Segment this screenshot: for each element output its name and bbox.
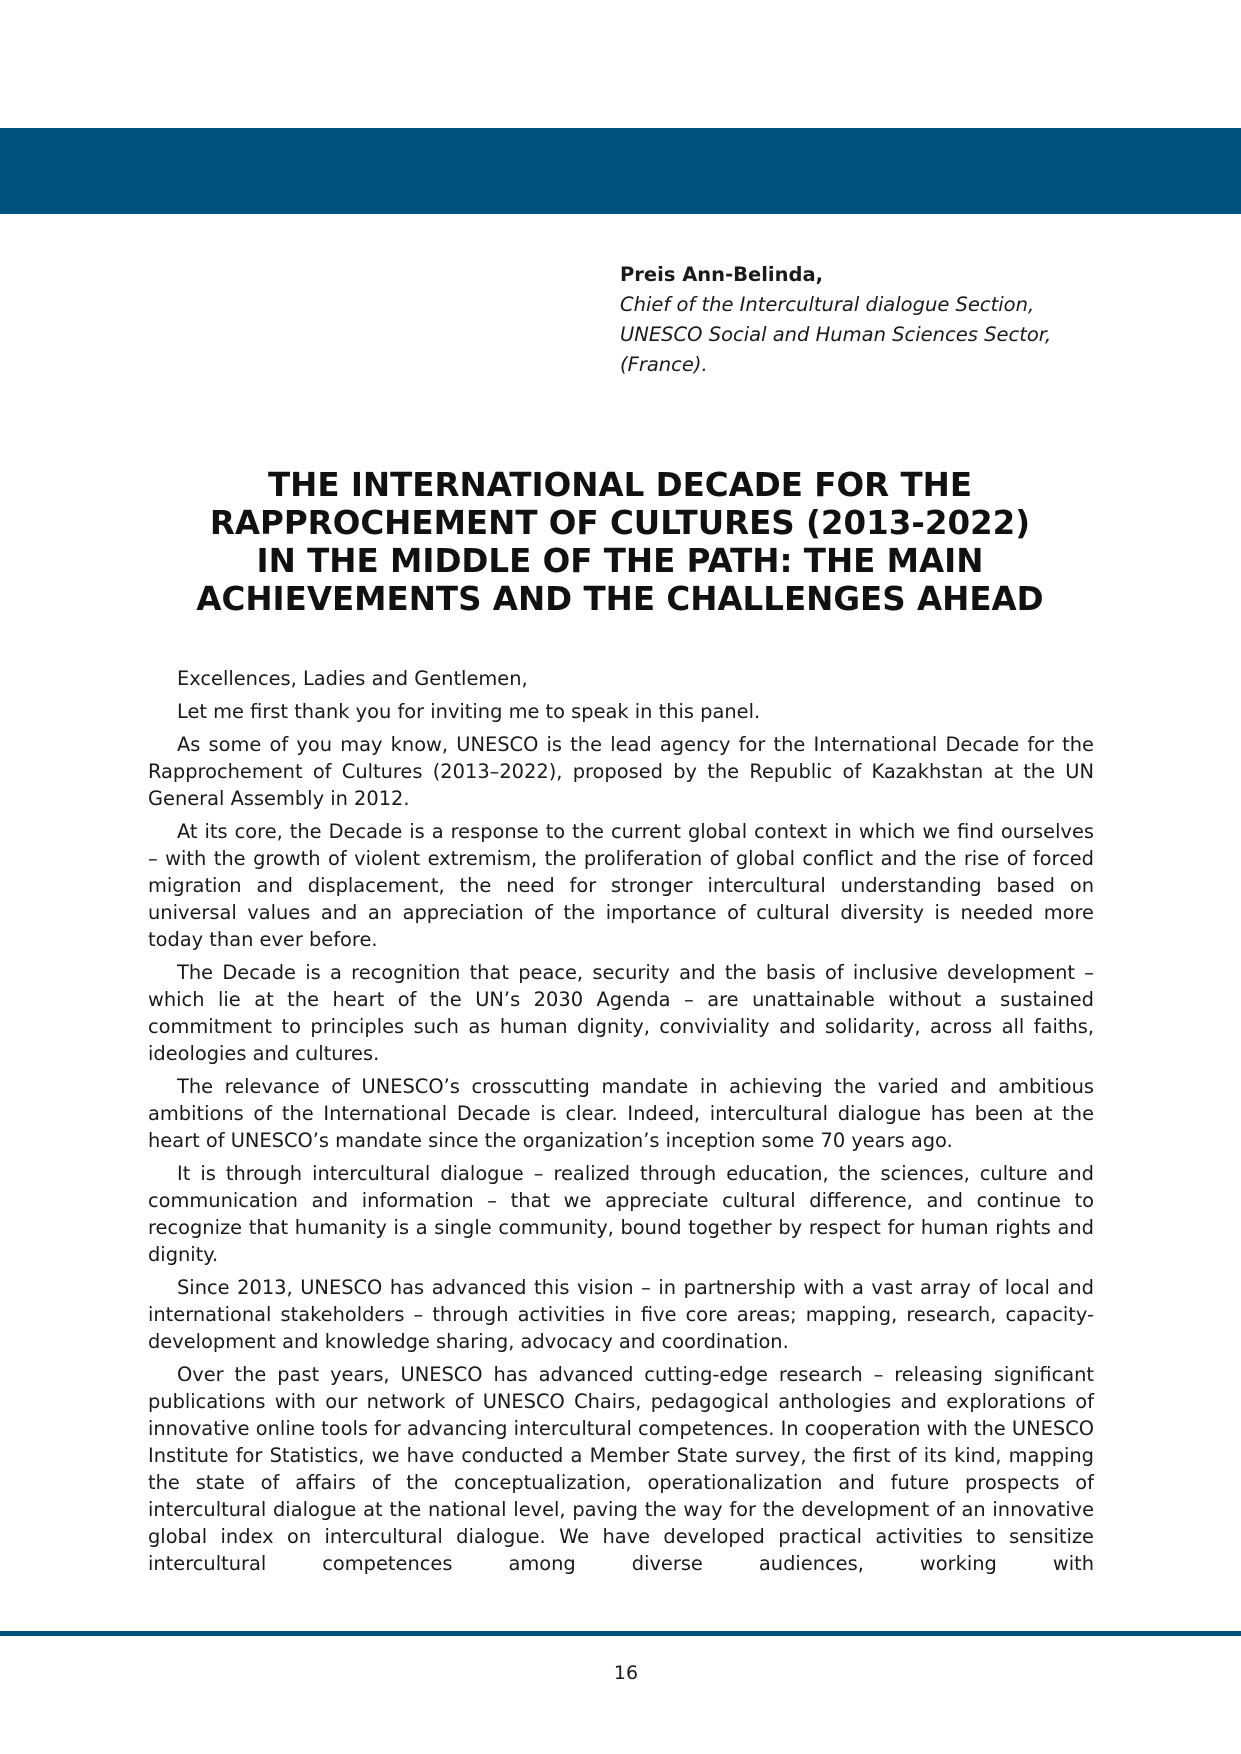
paragraph: The relevance of UNESCO’s crosscutting mandate in achieving the varied and ambitious ambitions of the International Decade is clear. Indeed, intercultural dialogue has been at the heart of UNESCO’s mandate since the organization’s inception some 70 years ago. — [148, 1075, 1094, 1152]
footer-rule — [0, 1631, 1241, 1636]
author-organization: UNESCO Social and Human Sciences Sector, — [620, 323, 1052, 346]
article-title — [130, 466, 1110, 618]
paragraph: The Decade is a recognition that peace, security and the basis of inclusive development – which lie at the heart of the UN’s 2030 Agenda – are unattainable without a sustained commitment to principles such as human dignity, conviviality and solidarity, across all faiths, ideologies and cultures. — [148, 961, 1094, 1065]
article-body — [148, 665, 1094, 1583]
paragraph: Excellences, Ladies and Gentlemen, — [177, 667, 528, 690]
page-number: 16 — [613, 1662, 639, 1684]
title-line: RAPPROCHEMENT OF CULTURES (2013-2022) — [209, 504, 1031, 542]
paragraph: As some of you may know, UNESCO is the lead agency for the International Decade for the Rapprochement of Cultures (2013–2022), proposed by the Republic of Kazakhstan at the UN General Assembly in 2012. — [148, 733, 1094, 810]
header-band — [0, 128, 1241, 214]
paragraph: Over the past years, UNESCO has advanced cutting-edge research – releasing significant publications with our network of UNESCO Chairs, pedagogical anthologies and explorations of innovative online tools for advancing intercultural competences. In cooperation with the UNESCO Institute for Statistics, we have conducted a Member State survey, the first of its kind, mapping the state of affairs of the conceptualization, operationalization and future prospects of intercultural dialogue at the national level, paving the way for the development of an innovative global index on intercultural dialogue. We have developed practical activities to sensitize intercultural competences among diverse audiences, working with — [148, 1363, 1094, 1575]
author-position: Chief of the Intercultural dialogue Section, — [620, 293, 1035, 316]
author-block — [620, 260, 1100, 380]
paragraph: Since 2013, UNESCO has advanced this vision – in partnership with a vast array of local and international stakeholders – through activities in five core areas; mapping, research, capacity-development and knowledge sharing, advocacy and coordination. — [148, 1276, 1094, 1353]
paragraph: At its core, the Decade is a response to the current global context in which we find ourselves – with the growth of violent extremism, the proliferation of global conflict and the rise of forced migration and displacement, the need for stronger intercultural understanding based on universal values and an appreciation of the importance of cultural diversity is needed more today than ever before. — [148, 820, 1094, 951]
author-name: Preis Ann-Belinda, — [620, 263, 824, 286]
paragraph: It is through intercultural dialogue – realized through education, the sciences, culture and communication and information – that we appreciate cultural difference, and continue to recognize that humanity is a single community, bound together by respect for human rights and dignity. — [148, 1162, 1094, 1266]
title-line: ACHIEVEMENTS AND THE CHALLENGES AHEAD — [196, 580, 1044, 618]
paragraph: Let me first thank you for inviting me to speak in this panel. — [177, 700, 761, 723]
title-line: THE INTERNATIONAL DECADE FOR THE — [267, 466, 973, 504]
author-country: (France). — [620, 353, 708, 376]
title-line: IN THE MIDDLE OF THE PATH: THE MAIN — [256, 542, 984, 580]
